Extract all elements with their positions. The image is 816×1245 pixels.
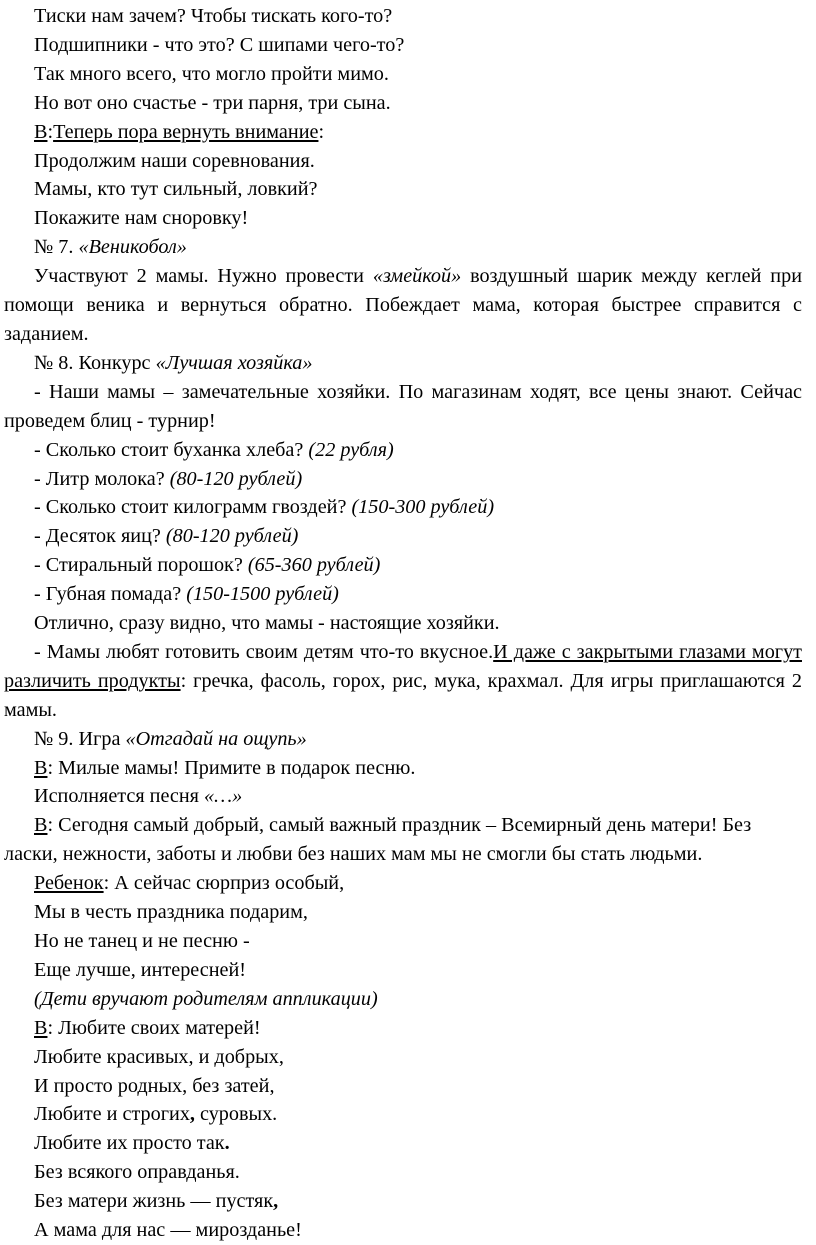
text-run: Исполняется песня [34,785,205,808]
text-paragraph [4,118,802,147]
italic-text: (80-120 рублей) [169,467,303,490]
text-run: - Десяток яиц? [34,525,166,548]
text-paragraph [4,1158,802,1187]
text-paragraph [4,522,802,551]
text-run: - Сколько стоит буханка хлеба? [34,438,309,461]
text-paragraph [4,1072,802,1101]
text-run: : Милые мамы! Примите в подарок песню. [47,756,416,779]
text-paragraph [4,551,802,580]
text-paragraph [4,175,802,204]
text-run: № 8. Конкурс [34,351,156,374]
text-run: : гречка, фасоль, горох, рис, мука, крахмал. Для игры приглашаются 2 мамы. [4,669,802,721]
text-paragraph [4,638,802,725]
text-run: Любите их просто так [34,1132,225,1155]
text-paragraph [4,349,802,378]
text-run: Без матери жизнь — пустяк [34,1190,274,1213]
text-run: № 7. [34,236,79,259]
text-run: - Сколько стоит килограмм гвоздей? [34,496,352,519]
text-run: Но вот оно счастье - три парня, три сына. [34,91,391,114]
text-run: И просто родных, без затей, [34,1074,275,1097]
text-paragraph [4,1129,802,1158]
text-run: - Наши мамы – замечательные хозяйки. По магазинам ходят, все цены знают. Сейчас проведем блиц - турнир! [4,380,802,432]
italic-text: «Лучшая хозяйка» [155,351,313,374]
underlined-text: В [34,814,48,837]
text-run: суровых. [194,1103,278,1126]
italic-text: (80-120 рублей) [165,525,299,548]
text-run: Мы в честь праздника подарим, [34,901,308,924]
text-paragraph [4,580,802,609]
text-run: Мамы, кто тут сильный, ловкий? [34,178,318,201]
text-paragraph [4,1100,802,1129]
text-paragraph [4,869,802,898]
underlined-text: И даже с закрытыми глазами могут различить продукты [4,640,802,692]
text-run: : Сегодня самый добрый, самый важный праздник – Всемирный день матери! Без ласки, нежности, заботы и любви без наших мам мы не смогли бы стать людьми. [4,814,752,866]
text-run: , [189,1103,195,1126]
text-run: : [47,120,54,143]
text-paragraph [4,782,802,811]
text-run: - Стиральный порошок? [34,554,248,577]
italic-text: (Дети вручают родителям аппликации) [34,987,378,1010]
text-run: Без всякого оправданья. [34,1161,240,1184]
text-paragraph [4,725,802,754]
text-run: Отлично, сразу видно, что мамы - настоящие хозяйки. [34,612,500,635]
text-run: Любите красивых, и добрых, [34,1045,284,1068]
italic-text: (150-300 рублей) [351,496,495,519]
text-paragraph [4,262,802,349]
text-paragraph [4,811,802,869]
text-run: № 9. Игра [34,727,126,750]
text-paragraph [4,2,802,31]
text-paragraph [4,233,802,262]
text-paragraph [4,1216,802,1245]
text-run: Продолжим наши соревнования. [34,149,315,172]
text-paragraph [4,204,802,233]
text-paragraph [4,956,802,985]
italic-text: (150-1500 рублей) [186,583,339,606]
text-run: А мама для нас — мирозданье! [34,1219,302,1242]
underlined-text: В [34,120,48,143]
text-run: Участвуют 2 мамы. Нужно провести [34,265,373,288]
underlined-text: В [34,756,48,779]
text-paragraph [4,609,802,638]
italic-text: «…» [204,785,243,808]
text-run: - Мамы любят готовить своим детям что-то вкусное. [34,640,494,663]
italic-text: «Отгадай на ощупь» [125,727,307,750]
text-paragraph [4,754,802,783]
underlined-text: Ребенок [34,872,104,895]
text-run: Еще лучше, интересней! [34,958,246,981]
text-run: : [318,120,325,143]
text-run: Подшипники - что это? С шипами чего-то? [34,33,405,56]
text-paragraph [4,898,802,927]
text-paragraph [4,147,802,176]
text-paragraph [4,31,802,60]
text-run: Так много всего, что могло пройти мимо. [34,62,389,85]
text-paragraph [4,436,802,465]
text-run: : Любите своих матерей! [47,1016,261,1039]
italic-text: «Веникобол» [78,236,187,259]
text-paragraph [4,493,802,522]
italic-text: (22 рубля) [308,438,394,461]
text-paragraph [4,927,802,956]
text-run: Но не танец и не песню - [34,930,250,952]
text-paragraph [4,60,802,89]
text-paragraph [4,1187,802,1216]
text-paragraph [4,465,802,494]
italic-text: (65-360 рублей) [247,554,381,577]
text-run: Тиски нам зачем? Чтобы тискать кого-то? [34,5,393,27]
underlined-text: В [34,1016,48,1039]
text-run: Любите и строгих [34,1103,190,1126]
italic-text: «змейкой» [372,265,462,288]
text-paragraph [4,985,802,1014]
text-paragraph [4,378,802,436]
text-run: Покажите нам сноровку! [34,207,249,230]
text-paragraph [4,1014,802,1043]
text-paragraph [4,1043,802,1072]
text-run: воздушный шарик между кеглей при помощи веника и вернуться обратно. Побеждает мама, которая быстрее справится с заданием. [4,265,802,345]
text-run: - Литр молока? [34,467,170,490]
text-paragraph [4,89,802,118]
underlined-text: Теперь пора вернуть внимание [53,120,319,143]
text-run: . [224,1132,230,1155]
text-run: - Губная помада? [34,583,187,606]
text-run: , [273,1190,279,1213]
text-run: : А сейчас сюрприз особый, [103,872,345,895]
